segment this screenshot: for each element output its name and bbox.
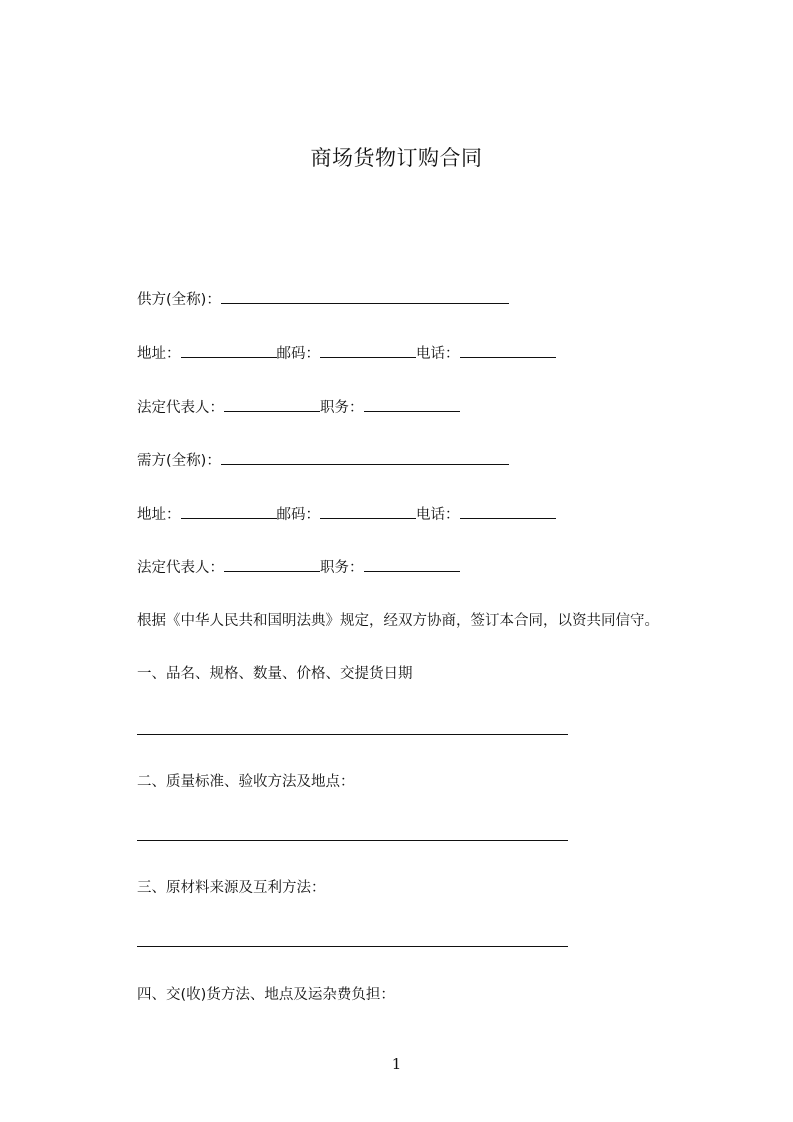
buyer-name-line [137, 451, 509, 471]
supplier-rep-blank[interactable] [224, 398, 320, 412]
supplier-postcode-blank[interactable] [320, 344, 416, 358]
buyer-name-blank[interactable] [221, 451, 509, 465]
section-1-blank[interactable] [137, 734, 568, 735]
preamble-text: 根据《中华人民共和国明法典》规定，经双方协商，签订本合同，以资共同信守。 [137, 613, 659, 629]
section-4-heading: 四、交(收)货方法、地点及运杂费负担： [137, 987, 395, 1003]
section-1-heading: 一、品名、规格、数量、价格、交提货日期 [137, 666, 413, 682]
supplier-name-line [137, 290, 509, 310]
buyer-rep-line [137, 558, 460, 578]
supplier-name-label: 供方(全称)： [137, 292, 221, 308]
page-number: 1 [391, 1055, 402, 1073]
section-3-heading: 三、原材料来源及互利方法： [137, 880, 326, 896]
supplier-position-blank[interactable] [364, 398, 460, 412]
section-3-blank[interactable] [137, 946, 568, 947]
buyer-rep-label: 法定代表人： [137, 560, 224, 576]
supplier-rep-line [137, 398, 460, 418]
supplier-name-blank[interactable] [221, 290, 509, 304]
buyer-rep-blank[interactable] [224, 558, 320, 572]
document-title: 商场货物订购合同 [310, 146, 483, 170]
buyer-address-label: 地址： [137, 507, 181, 523]
supplier-address-blank[interactable] [181, 344, 277, 358]
supplier-contact-line [137, 344, 556, 364]
supplier-phone-blank[interactable] [460, 344, 556, 358]
buyer-contact-line [137, 505, 556, 525]
buyer-position-blank[interactable] [364, 558, 460, 572]
supplier-address-label: 地址： [137, 346, 181, 362]
section-2-heading: 二、质量标准、验收方法及地点： [137, 774, 355, 790]
buyer-address-blank[interactable] [181, 505, 277, 519]
buyer-name-label: 需方(全称)： [137, 453, 221, 469]
buyer-position-label: 职务： [320, 560, 364, 576]
buyer-postcode-label: 邮码： [276, 507, 320, 523]
buyer-phone-blank[interactable] [460, 505, 556, 519]
supplier-phone-label: 电话： [416, 346, 460, 362]
supplier-position-label: 职务： [320, 400, 364, 416]
buyer-phone-label: 电话： [416, 507, 460, 523]
buyer-postcode-blank[interactable] [320, 505, 416, 519]
supplier-postcode-label: 邮码： [276, 346, 320, 362]
section-2-blank[interactable] [137, 840, 568, 841]
supplier-rep-label: 法定代表人： [137, 400, 224, 416]
